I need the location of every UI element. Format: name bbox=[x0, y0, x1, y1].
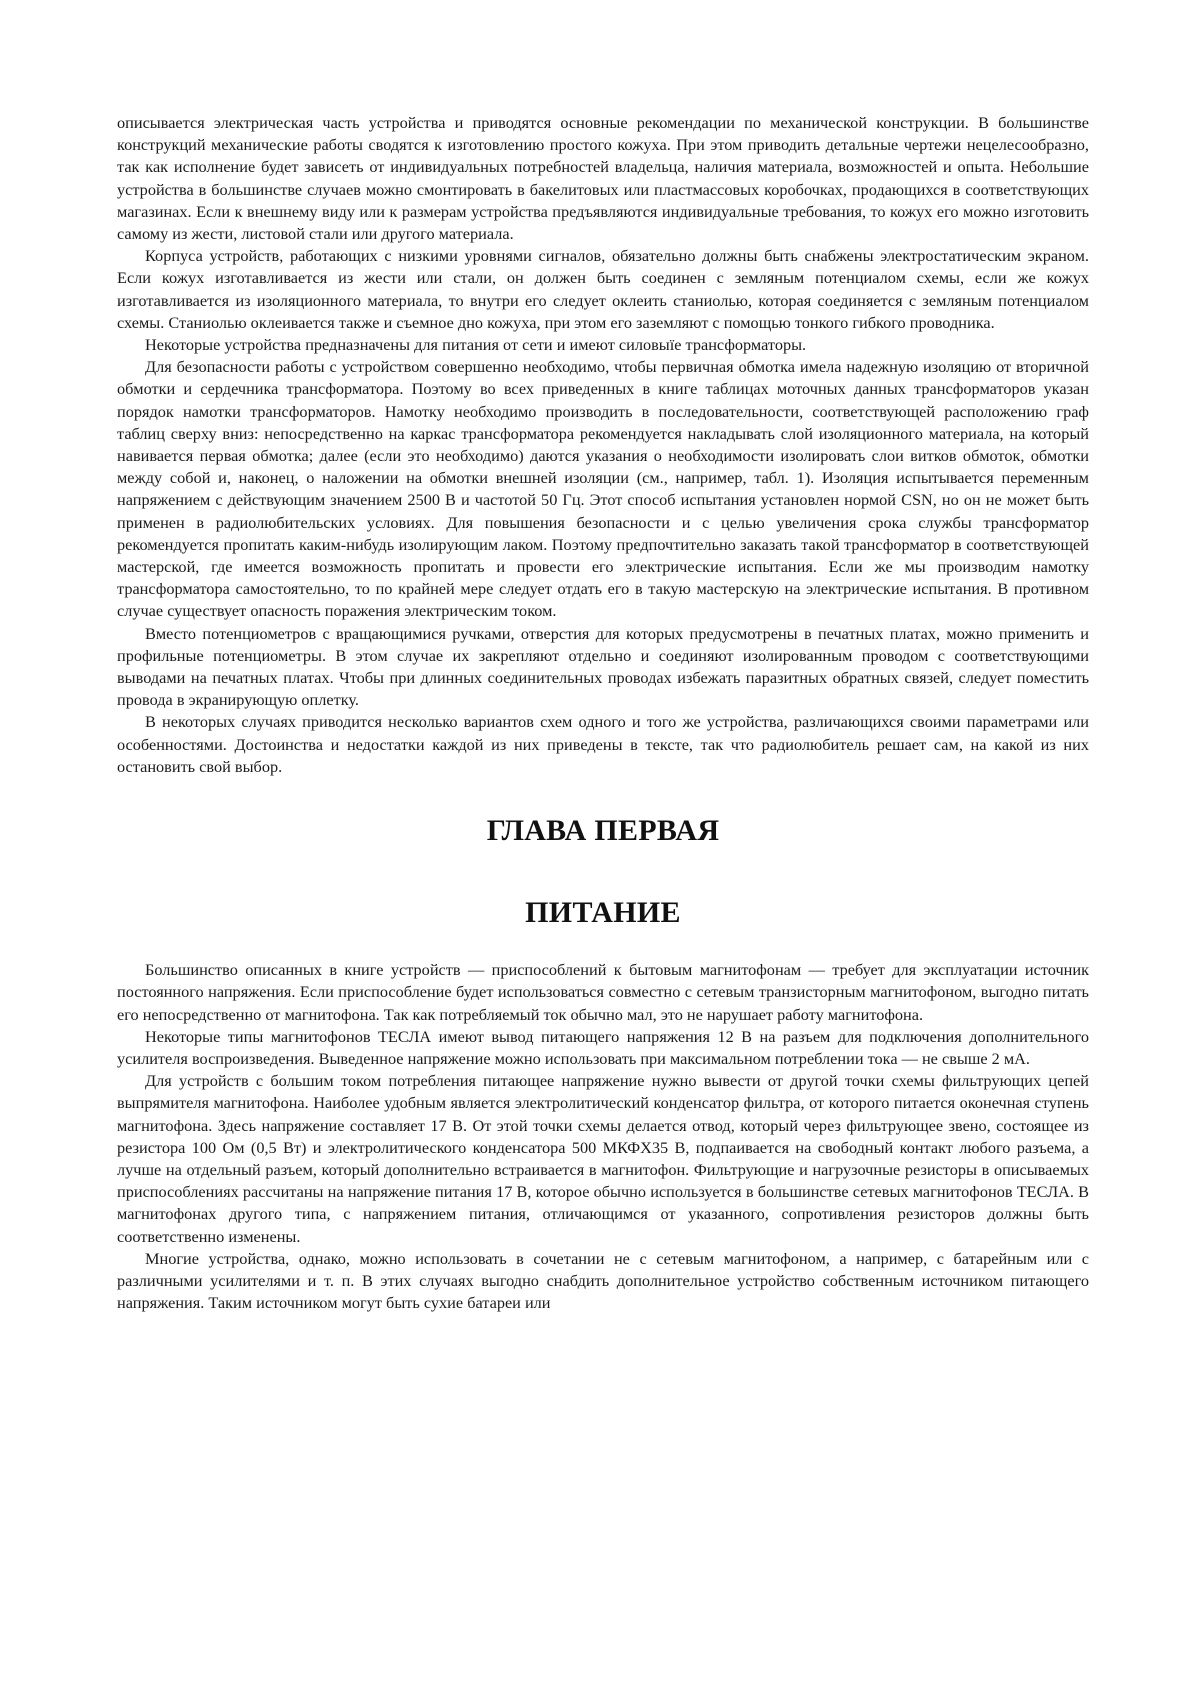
chapter-paragraph-own-source: Многие устройства, однако, можно использовать в сочетании не с сетевым магнитофоном, а например, с батарейным или с различными усилителями и т. п. В этих случаях выгодно снабдить дополнительное устройство собственным источником питающего напряжения. Таким источником могут быть сухие батареи или bbox=[117, 1248, 1089, 1313]
chapter-title-heading: ПИТАНИЕ bbox=[525, 896, 681, 930]
intro-paragraph-safety: Для безопасности работы с устройством совершенно необходимо, чтобы первичная обмотка имела надежную изоляцию от вторичной обмотки и сердечника трансформатора. Поэтому во всех приведенных в книге таблицах моточных данных трансформаторов указан порядок намотки трансформаторов. Намотку необходимо производить в последовательности, соответствующей расположению граф таблиц сверху вниз: непосредственно на каркас трансформатора рекомендуется накладывать слой изоляционного материала, на который навивается первая обмотка; далее (если это необходимо) даются указания о необходимости изолировать слои витков обмоток, обмотки между собой и, наконец, о наложении на обмотки внешней изоляции (см., например, табл. 1). Изоляция испытывается переменным напряжением с действующим значением 2500 В и частотой 50 Гц. Этот способ испытания установлен нормой CSN, но он не может быть применен в радиолюбительских условиях. Для повышения безопасности и с целью увеличения срока службы трансформатор рекомендуется пропитать каким-нибудь изолирующим лаком. Поэтому предпочтительно заказать такой трансформатор в соответствующей мастерской, где имеется возможность пропитать и провести его электрические испытания. Если же мы производим намотку трансформатора самостоятельно, то по крайней мере следует отдать его в такую мастерскую на электрические испытания. В противном случае существует опасность поражения электрическим током. bbox=[117, 357, 1089, 621]
intro-paragraph-potentiometers: Вместо потенциометров с вращающимися ручками, отверстия для которых предусмотрены в печатных платах, можно применить и профильные потенциометры. В этом случае их закрепляют отдельно и соединяют изолированным проводом с соответствующими выводами на печатных платах. Чтобы при длинных соединительных проводах избежать паразитных обратных связей, следует поместить провода в экранирующую оплетку. bbox=[117, 623, 1089, 710]
document-page bbox=[117, 112, 1089, 1314]
chapter-paragraph-dc-source: Большинство описанных в книге устройств — приспособлений к бытовым магнитофонам — требует для эксплуатации источник постоянного напряжения. Если приспособление будет использоваться совместно с сетевым транзисторным магнитофоном, выгодно питать его непосредственно от магнитофона. Так как потребляемый ток обычно мал, это не нарушает работу магнитофона. bbox=[117, 960, 1089, 1024]
chapter-paragraph-tesla-output: Некоторые типы магнитофонов ТЕСЛА имеют вывод питающего напряжения 12 В на разъем для подключения дополнительного усилителя воспроизведения. Выведенное напряжение можно использовать при максимальном потреблении тока — не свыше 2 мА. bbox=[117, 1026, 1089, 1068]
intro-paragraph-shielding: Корпуса устройств, работающих с низкими уровнями сигналов, обязательно должны быть снабжены электростатическим экраном. Если кожух изготавливается из жести или стали, он должен быть соединен с земляным потенциалом схемы, если же кожух изготавливается из изоляционного материала, то внутри его следует оклеить станиолью, которая соединяется с земляным потенциалом схемы. Станиолью оклеивается также и съемное дно кожуха, при этом его заземляют с помощью тонкого гибкого проводника. bbox=[117, 246, 1089, 332]
intro-paragraph-transformers: Некоторые устройства предназначены для питания от сети и имеют силовыїе трансформаторы. bbox=[145, 335, 807, 355]
intro-paragraph-variants: В некоторых случаях приводится несколько вариантов схем одного и того же устройства, различающихся своими параметрами или особенностями. Достоинства и недостатки каждой из них приведены в тексте, так что радиолюбитель решает сам, на какой из них остановить свой выбор. bbox=[117, 712, 1089, 776]
chapter-number-heading: ГЛАВА ПЕРВАЯ bbox=[486, 814, 720, 848]
continuation-paragraph: описывается электрическая часть устройства и приводятся основные рекомендации по механической конструкции. В большинстве конструкций механические работы сводятся к изготовлению простого кожуха. При этом приводить детальные чертежи нецелесообразно, так как исполнение будет зависеть от индивидуальных потребностей владельца, наличия материала, возможностей и опыта. Небольшие устройства в большинстве случаев можно смонтировать в бакелитовых или пластмассовых коробочках, продающихся в соответствующих магазинах. Если к внешнему виду или к размерам устройства предъявляются индивидуальные требования, то кожух его можно изготовить самому из жести, листовой стали или другого материала. bbox=[117, 113, 1089, 244]
chapter-paragraph-filter-tap: Для устройств с большим током потребления питающее напряжение нужно вывести от другой точки схемы фильтрующих цепей выпрямителя магнитофона. Наиболее удобным является электролитический конденсатор фильтра, от которого питается оконечная ступень магнитофона. Здесь напряжение составляет 17 В. От этой точки схемы делается отвод, который через фильтрующее звено, состоящее из резистора 100 Ом (0,5 Вт) и электролитического конденсатора 500 МКФХ35 В, подпаивается на свободный контакт любого разъема, а лучше на отдельный разъем, который дополнительно встраивается в магнитофон. Фильтрующие и нагрузочные резисторы в описываемых приспособлениях рассчитаны на напряжение питания 17 В, которое обычно используется в большинстве сетевых магнитофонов ТЕСЛА. В магнитофонах другого типа, с напряжением питания, отличающимся от указанного, сопротивления резисторов должны быть соответственно изменены. bbox=[117, 1071, 1089, 1246]
